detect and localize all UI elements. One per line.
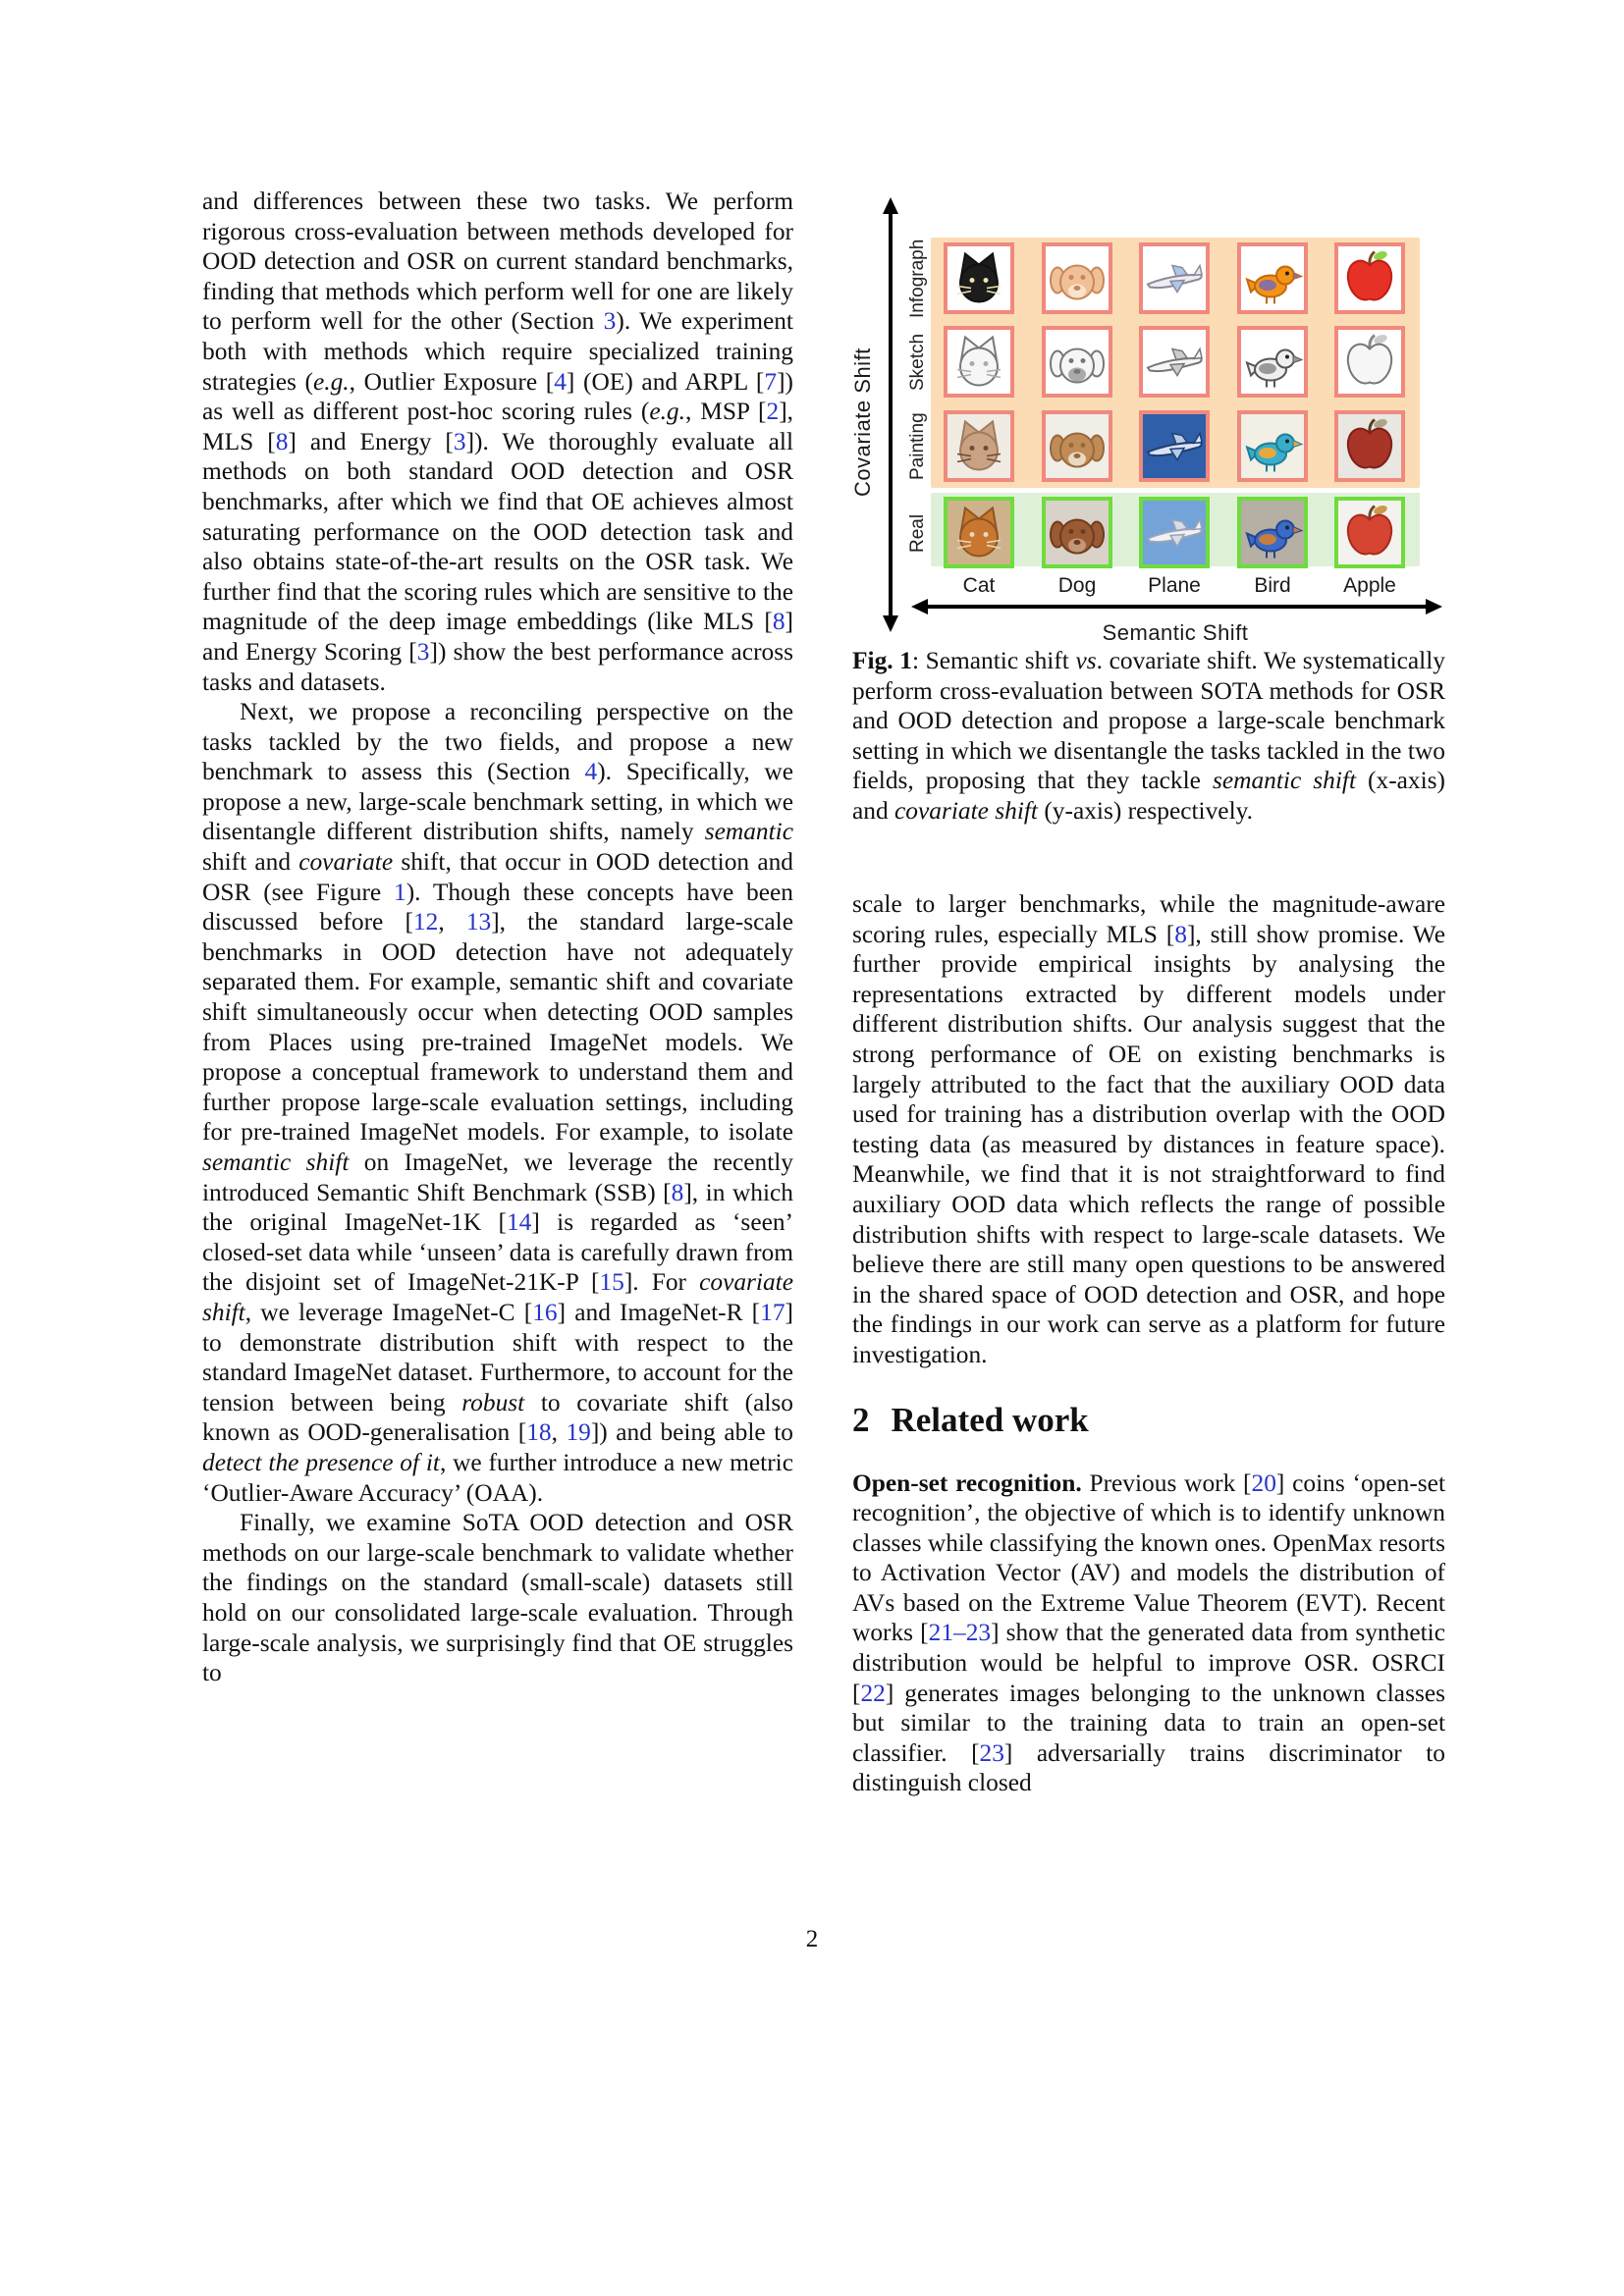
text-run: semantic [704,818,793,846]
citation-link[interactable]: 15 [599,1268,624,1297]
paragraph: Finally, we examine SoTA OOD detection and OSR methods on our large-scale benchmark to validate whether the findings on the standard (small-scale) datasets still hold on our consolidated large-scale evaluation. Through large-scale analysis, we surprisingly find that OE struggles to [202,1509,793,1687]
figure-cell-real-plane [1139,497,1210,568]
figure-cell-sketch-bird [1237,326,1308,398]
figure-cell-infograph-dog [1042,242,1112,314]
paragraph: scale to larger benchmarks, while the magnitude-aware scoring rules, especially MLS [8], still show promise. We further provide empirical insights by analysing the representations extracted by different models under different distribution shifts. Our analysis suggest that the strong performance of OE on existing benchmarks is largely attributed to the fact that the auxiliary OOD data used for training has a distribution overlap with the OOD testing data (as measured by distances in feature space). Meanwhile, we find that it is not straightforward to find auxiliary OOD data which reflects the range of possible distribution shifts with respect to large-scale datasets. We believe there are still many open questions to be answered in the shared space of OOD detection and OSR, and hope the findings in our work can serve as a platform for future investigation. [852,890,1446,1368]
citation-link[interactable]: 20 [1251,1468,1276,1497]
text-run: covariate shift [202,1268,793,1326]
right-column [852,889,1445,1798]
figure-cell-sketch-plane [1139,326,1210,398]
citation-link[interactable]: 3 [603,307,617,336]
figure-column-label-plane: Plane [1148,574,1201,597]
text-run: e.g. [312,367,350,396]
figure-row-label-painting: Painting [907,412,928,480]
citation-link[interactable]: 4 [554,367,567,396]
citation-link[interactable]: 8 [772,608,785,636]
citation-link[interactable]: 17 [760,1298,785,1326]
citation-link[interactable]: 12 [412,908,439,936]
section-title: Related work [891,1400,1089,1439]
figure-1 [852,191,1445,651]
citation-link[interactable]: 21–23 [928,1619,992,1647]
text-run: vs [1075,647,1097,674]
figure-cell-infograph-plane [1139,242,1210,314]
citation-link[interactable]: 7 [764,367,778,396]
figure-cell-real-apple [1334,497,1405,568]
citation-link[interactable]: 14 [506,1208,532,1237]
citation-link[interactable]: 22 [860,1679,886,1707]
figure-caption: Fig. 1: Semantic shift vs. covariate shift. We systematically perform cross-evaluation between SOTA methods for OSR and OOD detection and propose a large-scale benchmark setting in which we disentangle the tasks tackled in the two fields, proposing that they tackle semantic shift (x-axis) and covariate shift (y-axis) respectively. [852,647,1446,825]
text-run: covariate shift [894,796,1038,825]
citation-link[interactable]: 2 [766,398,780,426]
citation-link[interactable]: 13 [465,908,492,936]
figure-cell-real-dog [1042,497,1112,568]
section-number: 2 [852,1400,870,1439]
paragraph: Open-set recognition. Previous work [20] coins ‘open-set recognition’, the objective of which is to identify unknown classes while classifying the known ones. OpenMax resorts to Activation Vector (AV) and models the distribution of AVs based on the Extreme Value Theorem (EVT). Recent works [21–23] show that the generated data from synthetic distribution would be helpful to improve OSR. OSRCI [22] generates images belonging to the unknown classes but similar to the training data to train an open-set classifier. [23] adversarially trains discriminator to distinguish closed [852,1468,1445,1797]
figure-cell-real-cat [944,497,1014,568]
figure-row-label-infograph: Infograph [907,239,928,318]
text-run: semantic shift [202,1148,350,1176]
figure-row-label-real: Real [907,512,928,553]
citation-link[interactable]: 8 [671,1178,684,1206]
paragraph: and differences between these two tasks. We perform rigorous cross-evaluation between methods developed for OOD detection and OSR on current standard benchmarks, finding that methods which perform well for one are likely to perform well for the other (Section 3). We experiment both with methods which require specialized training strategies (e.g., Outlier Exposure [4] (OE) and ARPL [7]) as well as different post-hoc scoring rules (e.g., MSP [2], MLS [8] and Energy [3]). We thoroughly evaluate all methods on both standard OOD detection and OSR benchmarks, after which we find that OE achieves almost saturating performance on the OOD detection task and also obtains state-of-the-art results on the OSR task. We further find that the scoring rules which are sensitive to the magnitude of the deep image embeddings (like MLS [8] and Energy Scoring [3]) show the best performance across tasks and datasets. [202,187,794,696]
page-number: 2 [805,1926,819,1952]
figure-cell-sketch-cat [944,326,1014,398]
citation-link[interactable]: 3 [416,637,430,666]
text-run: robust [461,1388,525,1416]
figure-cell-painting-bird [1237,410,1308,482]
paragraph: Next, we propose a reconciling perspective on the tasks tackled by the two fields, and propose a new benchmark to assess this (Section 4). Specifically, we propose a new, large-scale benchmark setting, in which we disentangle different distribution shifts, namely semantic shift and covariate shift, that occur in OOD detection and OSR (see Figure 1). Though these concepts have been discussed before [12, 13], the standard large-scale benchmarks in OOD detection have not adequately separated them. For example, semantic shift and covariate shift simultaneously occur when detecting OOD samples from Places using pre-trained ImageNet models. We propose a conceptual framework to understand them and further propose large-scale evaluation settings, including for pre-trained ImageNet models. For example, to isolate semantic shift on ImageNet, we leverage the recently introduced Semantic Shift Benchmark (SSB) [8], in which the original ImageNet-1K [14] is regarded as ‘seen’ closed-set data while ‘unseen’ data is carefully drawn from the disjoint set of ImageNet-21K-P [15]. For covariate shift, we leverage ImageNet-C [16] and ImageNet-R [17] to demonstrate distribution shift with respect to the standard ImageNet dataset. Furthermore, to account for the tension between being robust to covariate shift (also known as OOD-generalisation [18, 19]) and being able to detect the presence of it, we further introduce a new metric ‘Outlier-Aware Accuracy’ (OAA). [202,698,794,1507]
citation-link[interactable]: 4 [584,758,598,786]
citation-link[interactable]: 18 [526,1418,552,1447]
citation-link[interactable]: 23 [979,1738,1004,1767]
figure-column-label-apple: Apple [1343,574,1396,597]
section-heading-related-work [852,1400,1445,1441]
figure-x-axis-label: Semantic Shift [1102,620,1249,645]
figure-cell-sketch-apple [1334,326,1405,398]
citation-link[interactable]: 16 [532,1298,558,1326]
citation-link[interactable]: 8 [275,427,289,455]
figure-cell-infograph-apple [1334,242,1405,314]
text-run: covariate [298,848,394,877]
figure-column-label-cat: Cat [962,574,996,597]
figure-column-label-bird: Bird [1254,574,1291,597]
text-run: Fig. 1 [852,647,912,674]
text-run: e.g. [649,398,685,426]
figure-cell-infograph-cat [944,242,1014,314]
figure-y-axis-label: Covariate Shift [850,347,875,497]
figure-cell-infograph-bird [1237,242,1308,314]
citation-link[interactable]: 8 [1174,920,1187,948]
citation-link[interactable]: 3 [453,427,466,455]
figure-cell-real-bird [1237,497,1308,568]
figure-row-label-sketch: Sketch [907,333,928,391]
figure-column-label-dog: Dog [1057,574,1097,597]
text-run: Open-set recognition. [852,1468,1082,1497]
figure-cell-painting-dog [1042,410,1112,482]
figure-cell-sketch-dog [1042,326,1112,398]
citation-link[interactable]: 1 [394,878,406,906]
figure-cell-painting-plane [1139,410,1210,482]
text-run: semantic shift [1212,767,1356,795]
text-run: detect the presence of it [202,1448,440,1476]
left-column [202,187,793,1688]
figure-cell-painting-apple [1334,410,1405,482]
citation-link[interactable]: 19 [566,1418,591,1447]
figure-cell-painting-cat [944,410,1014,482]
